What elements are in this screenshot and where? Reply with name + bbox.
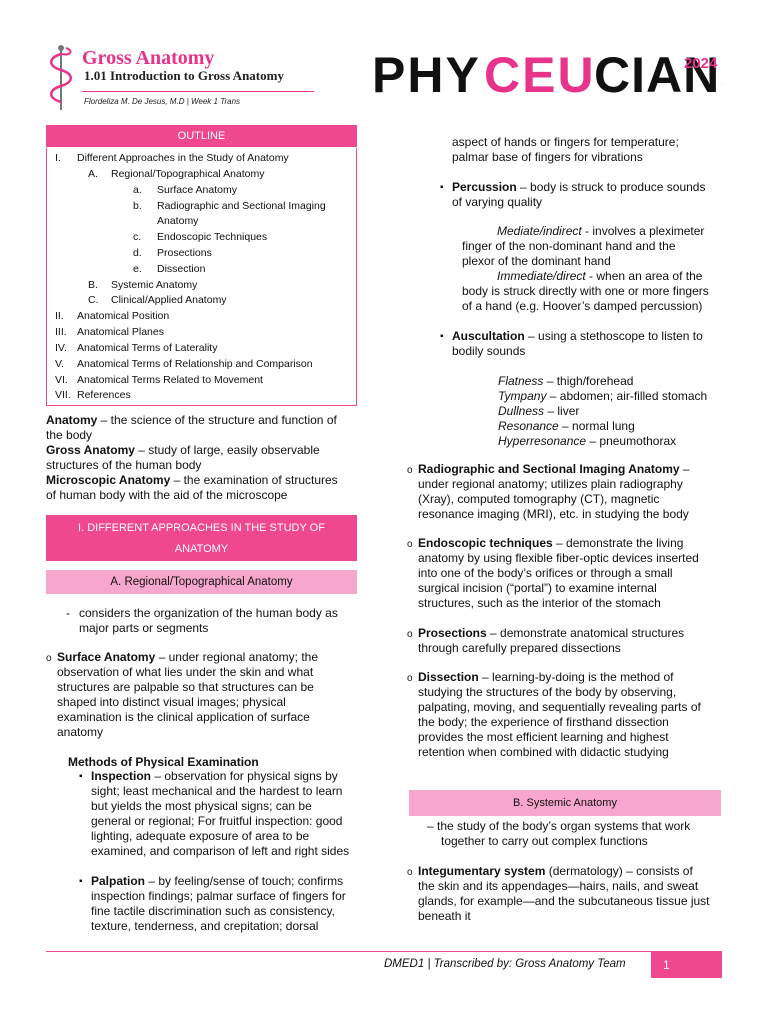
surface-anatomy: Surface Anatomy – under regional anatomy; the observation of what lies under the skin and what structures are palpable so that structures can be shaped into distinct visual images; physical examination is the clinical application of surface anatomy — [57, 650, 319, 739]
outline-num: V. — [55, 358, 64, 370]
outline-item: Anatomical Terms Related to Movement — [77, 374, 263, 386]
outline-num: II. — [55, 310, 64, 322]
subsection-a-desc: considers the organization of the human body as major parts or segments — [79, 606, 338, 635]
outline-num: C. — [88, 294, 99, 306]
header-rule — [82, 91, 314, 92]
outline-title: OUTLINE — [46, 125, 357, 147]
def-anatomy: Anatomy – the science of the structure and function of the body Gross Anatomy – study of large, easily observable structures of the human body Microscopic Anatomy – the examination of structures of human body with the aid of the microscope — [46, 413, 338, 502]
outline-item: Different Approaches in the Study of Anatomy — [77, 152, 289, 164]
outline-num: b. — [133, 200, 142, 212]
outline-num: d. — [133, 247, 142, 259]
palpation-continued: aspect of hands or fingers for temperature; palmar base of fingers for vibrations — [452, 135, 679, 164]
inspection: Inspection – observation for physical signs by sight; least mechanical and the hardest to learn but yields the most physical signs; can be general or regional; For fruitful inspection: good lighting, adequate exposure of area to be examined, and comparison of left and right sides — [91, 769, 350, 858]
outline-item: Regional/Topographical Anatomy — [111, 168, 265, 180]
subsection-b-title: B. Systemic Anatomy — [409, 790, 721, 816]
doc-title: Gross Anatomy — [82, 47, 215, 69]
square-bullet: ▪ — [440, 182, 444, 193]
bullet-marker: o — [407, 673, 413, 684]
outline-num: a. — [133, 184, 142, 196]
footer-rule — [46, 951, 722, 952]
outline-item: References — [77, 389, 131, 401]
bullet-marker: o — [46, 653, 52, 664]
bullet-marker: o — [407, 539, 413, 550]
bullet-marker: o — [407, 465, 413, 476]
outline-item: Endoscopic Techniques — [157, 231, 268, 243]
outline-item: Prosections — [157, 247, 212, 259]
sound-item: Resonance – normal lung — [498, 419, 635, 433]
sound-item: Dullness – liver — [498, 404, 580, 418]
outline-num: IV. — [55, 342, 67, 354]
outline-item: Clinical/Applied Anatomy — [111, 294, 227, 306]
auscultation: Auscultation – using a stethoscope to listen to bodily sounds — [452, 329, 703, 358]
sound-list — [498, 374, 728, 449]
outline-num: I. — [55, 152, 61, 164]
sound-item: Hyperresonance – pneumothorax — [498, 434, 677, 448]
subsection-b-desc: – the study of the body’s organ systems that work together to carry out complex functions — [427, 819, 691, 848]
sound-item: Tympany – abdomen; air-filled stomach — [498, 389, 708, 403]
outline-item: Dissection — [157, 263, 206, 275]
percussion: Percussion – body is struck to produce sounds of varying quality — [452, 180, 706, 209]
svg-text:PHY: PHY — [372, 48, 481, 103]
footer-text: DMED1 | Transcribed by: Gross Anatomy Team — [384, 958, 626, 970]
outline-item: Anatomy — [157, 215, 199, 227]
svg-text:CEU: CEU — [484, 48, 596, 103]
logo-year: 2024 — [684, 55, 718, 72]
methods-title: Methods of Physical Examination — [68, 755, 259, 769]
outline-item: Systemic Anatomy — [111, 279, 198, 291]
square-bullet: ▪ — [440, 331, 444, 342]
doc-author: Flordeliza M. De Jesus, M.D | Week 1 Trans — [84, 97, 241, 106]
percussion-types: Mediate/indirect - involves a pleximeter finger of the non-dominant hand and the plexor of the dominant hand Immediate/direct - when an area of the body is struck directly with one or more fingers of a hand (e.g. Hoover’s damped percussion) — [462, 224, 709, 313]
subsection-a-title: A. Regional/Topographical Anatomy — [46, 570, 357, 594]
svg-text:CIANS: CIAN — [594, 48, 721, 103]
outline-item: Anatomical Terms of Laterality — [77, 342, 218, 354]
outline-item: Anatomical Position — [77, 310, 170, 322]
outline-item: Surface Anatomy — [157, 184, 237, 196]
caduceus-icon — [46, 44, 76, 112]
bullet-marker: o — [407, 867, 413, 878]
outline-item: Radiographic and Sectional Imaging — [157, 200, 326, 212]
outline-num: VI. — [55, 374, 68, 386]
section-1-title: I. DIFFERENT APPROACHES IN THE STUDY OF ANATOMY — [46, 515, 357, 561]
phyceucians-logo — [372, 48, 722, 106]
integumentary-system: Integumentary system (dermatology) – consists of the skin and its appendages—hairs, nails, and sweat glands, for example—and the subcutaneous tissue just beneath it — [418, 864, 710, 923]
prosections: Prosections – demonstrate anatomical structures through carefully prepared dissections — [418, 626, 685, 655]
header-emblem — [46, 44, 76, 112]
outline-num: c. — [133, 231, 142, 243]
sound-item: Flatness – thigh/forehead — [498, 374, 634, 388]
outline-item: Anatomical Planes — [77, 326, 164, 338]
doc-subtitle: 1.01 Introduction to Gross Anatomy — [84, 68, 284, 83]
outline-num: A. — [88, 168, 98, 180]
outline-item: Anatomical Terms of Relationship and Comparison — [77, 358, 313, 370]
endoscopic-techniques: Endoscopic techniques – demonstrate the living anatomy by using flexible fiber-optic devices inserted into one of the body’s orifices or through a small surgical incision (“portal”) to examine internal structures, such as the interior of the stomach — [418, 536, 699, 610]
page-number: 1 — [651, 952, 722, 978]
palpation: Palpation – by feeling/sense of touch; confirms inspection findings; palmar surface of fingers for fine tactile discrimination such as consistency, texture, tenderness, and crepitation; dorsal — [91, 874, 346, 933]
outline-num: e. — [133, 263, 142, 275]
bullet-marker: o — [407, 629, 413, 640]
square-bullet: ▪ — [79, 771, 83, 782]
outline-num: VII. — [55, 389, 71, 401]
dissection: Dissection – learning-by-doing is the method of studying the structures of the body by observing, palpating, moving, and sequentially revealing parts of the body; the experience of firsthand dissection provides the most efficient learning and highest retention when combined with didactic studying — [418, 670, 701, 759]
logo — [372, 48, 722, 106]
outline-num: III. — [55, 326, 67, 338]
dash-marker: - — [66, 606, 70, 620]
radiographic-anatomy: Radiographic and Sectional Imaging Anatomy – under regional anatomy; utilizes plain radiography (Xray), computed tomography (CT), magnetic resonance imaging (MRI), etc. in studying the body — [418, 462, 690, 521]
outline-num: B. — [88, 279, 98, 291]
square-bullet: ▪ — [79, 876, 83, 887]
